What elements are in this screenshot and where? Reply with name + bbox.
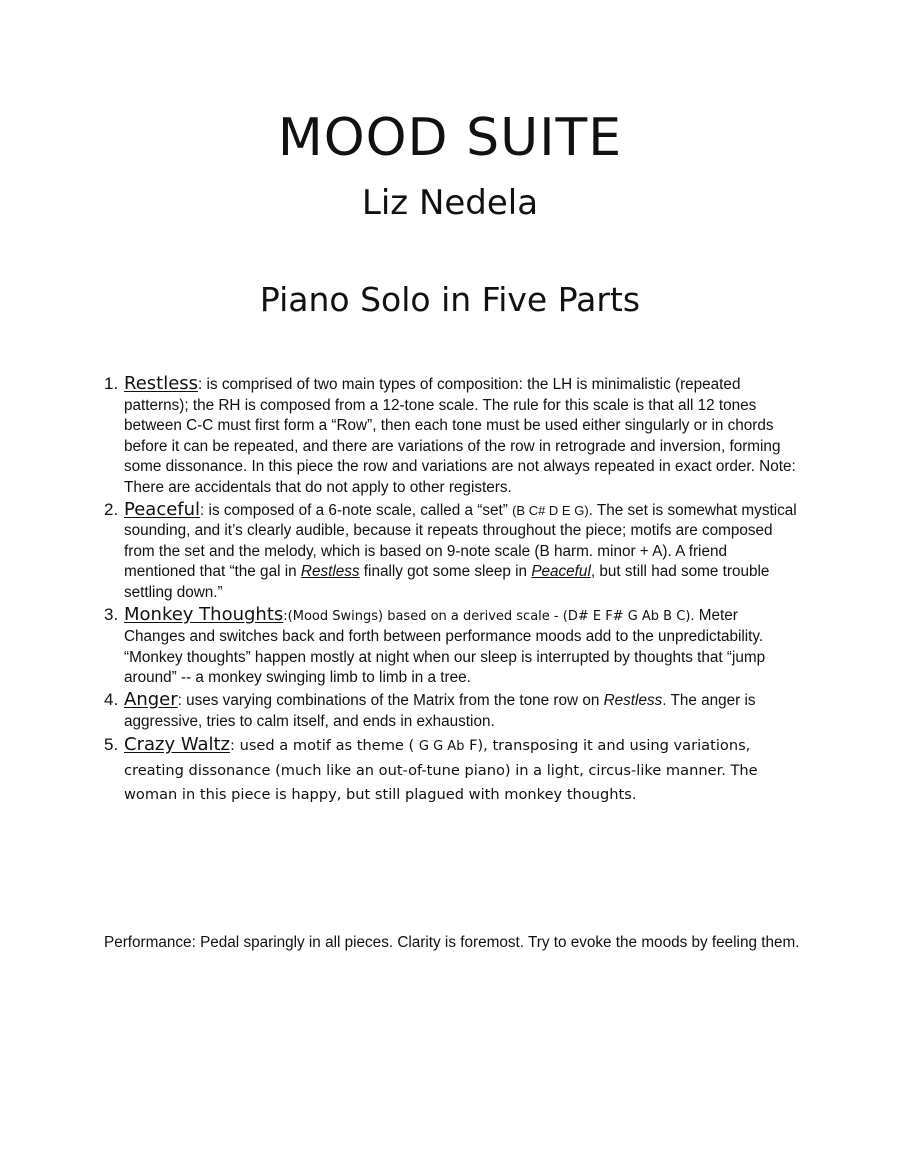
list-item <box>104 690 799 732</box>
part-description-cont: finally got some sleep in <box>359 563 532 581</box>
piece-reference: Restless <box>300 563 360 581</box>
composer-name: Liz Nedela <box>361 183 539 223</box>
list-item <box>104 374 799 499</box>
part-description: : used a motif as theme ( <box>230 737 419 755</box>
part-description: : uses varying combinations of the Matrix from the tone row on <box>177 691 604 709</box>
part-name: Crazy Waltz <box>124 734 231 756</box>
list-item <box>104 605 799 689</box>
part-description: : is composed of a 6-note scale, called a “set” <box>200 501 513 519</box>
part-description-cont: ). <box>685 608 695 624</box>
part-number: 4. <box>104 689 119 709</box>
part-description-cont: , but still had some trouble settling down.” <box>124 563 770 601</box>
piece-reference: Restless <box>603 691 663 709</box>
part-number: 2. <box>104 499 119 519</box>
part-description: :(Mood Swings) based on a derived scale - ( <box>283 608 568 624</box>
part-number: 1. <box>104 374 119 393</box>
derived-scale: D# E F# G Ab B C <box>567 608 686 624</box>
list-item <box>104 500 799 604</box>
list-item <box>104 733 799 807</box>
part-description-cont: F), transposing it and using variations, creating dissonance (much like an out-of-tune piano) in a light, circus-like manner. The woman in this piece is happy, but still plagued with monkey thoughts. <box>124 737 758 804</box>
part-name: Peaceful <box>124 498 201 520</box>
piece-reference: Peaceful <box>531 563 591 581</box>
motif-notes: G G Ab <box>418 739 465 755</box>
part-name: Anger <box>124 688 178 710</box>
performance-notes: Performance: Pedal sparingly in all pieces. Clarity is foremost. Try to evoke the moods by feeling them. <box>104 934 800 951</box>
part-name: Restless <box>124 373 199 394</box>
part-name: Monkey Thoughts <box>124 603 284 625</box>
part-description-cont: Meter Changes and switches back and forth between performance moods add to the unpredictability. “Monkey thoughts” happen mostly at night when our sleep is interrupted by thoughts that “jump around” -- a monkey swinging limb to limb in a tree. <box>124 606 766 687</box>
part-number: 3. <box>104 604 119 624</box>
page-title: MOOD SUITE <box>277 108 623 168</box>
part-description: : is comprised of two main types of composition: the LH is minimalistic (repeated patterns); the RH is composed from a 12-tone scale. The rule for this scale is that all 12 tones between C-C must first form a “Row”, then each tone must be used either singularly or in chords before it can be repeated, and there are variations of the row in retrograde and inversion, forming some dissonance. In this piece the row and variations are not always repeated in exact order. Note: There are accidentals that do not apply to other registers. <box>124 376 796 496</box>
note-set: (B C# D E G) <box>512 502 589 518</box>
page-subtitle: Piano Solo in Five Parts <box>259 280 641 319</box>
part-number: 5. <box>104 735 119 755</box>
part-description-cont: . The anger is aggressive, tries to calm itself, and ends in exhaustion. <box>124 691 756 730</box>
parts-list <box>104 374 799 808</box>
part-description-cont: . The set is somewhat mystical sounding, and it’s clearly audible, because it repeats throughout the piece; motifs are composed from the set and the melody, which is based on 9-note scale (B harm. minor + A). A friend mentioned that “the gal in <box>124 501 797 581</box>
